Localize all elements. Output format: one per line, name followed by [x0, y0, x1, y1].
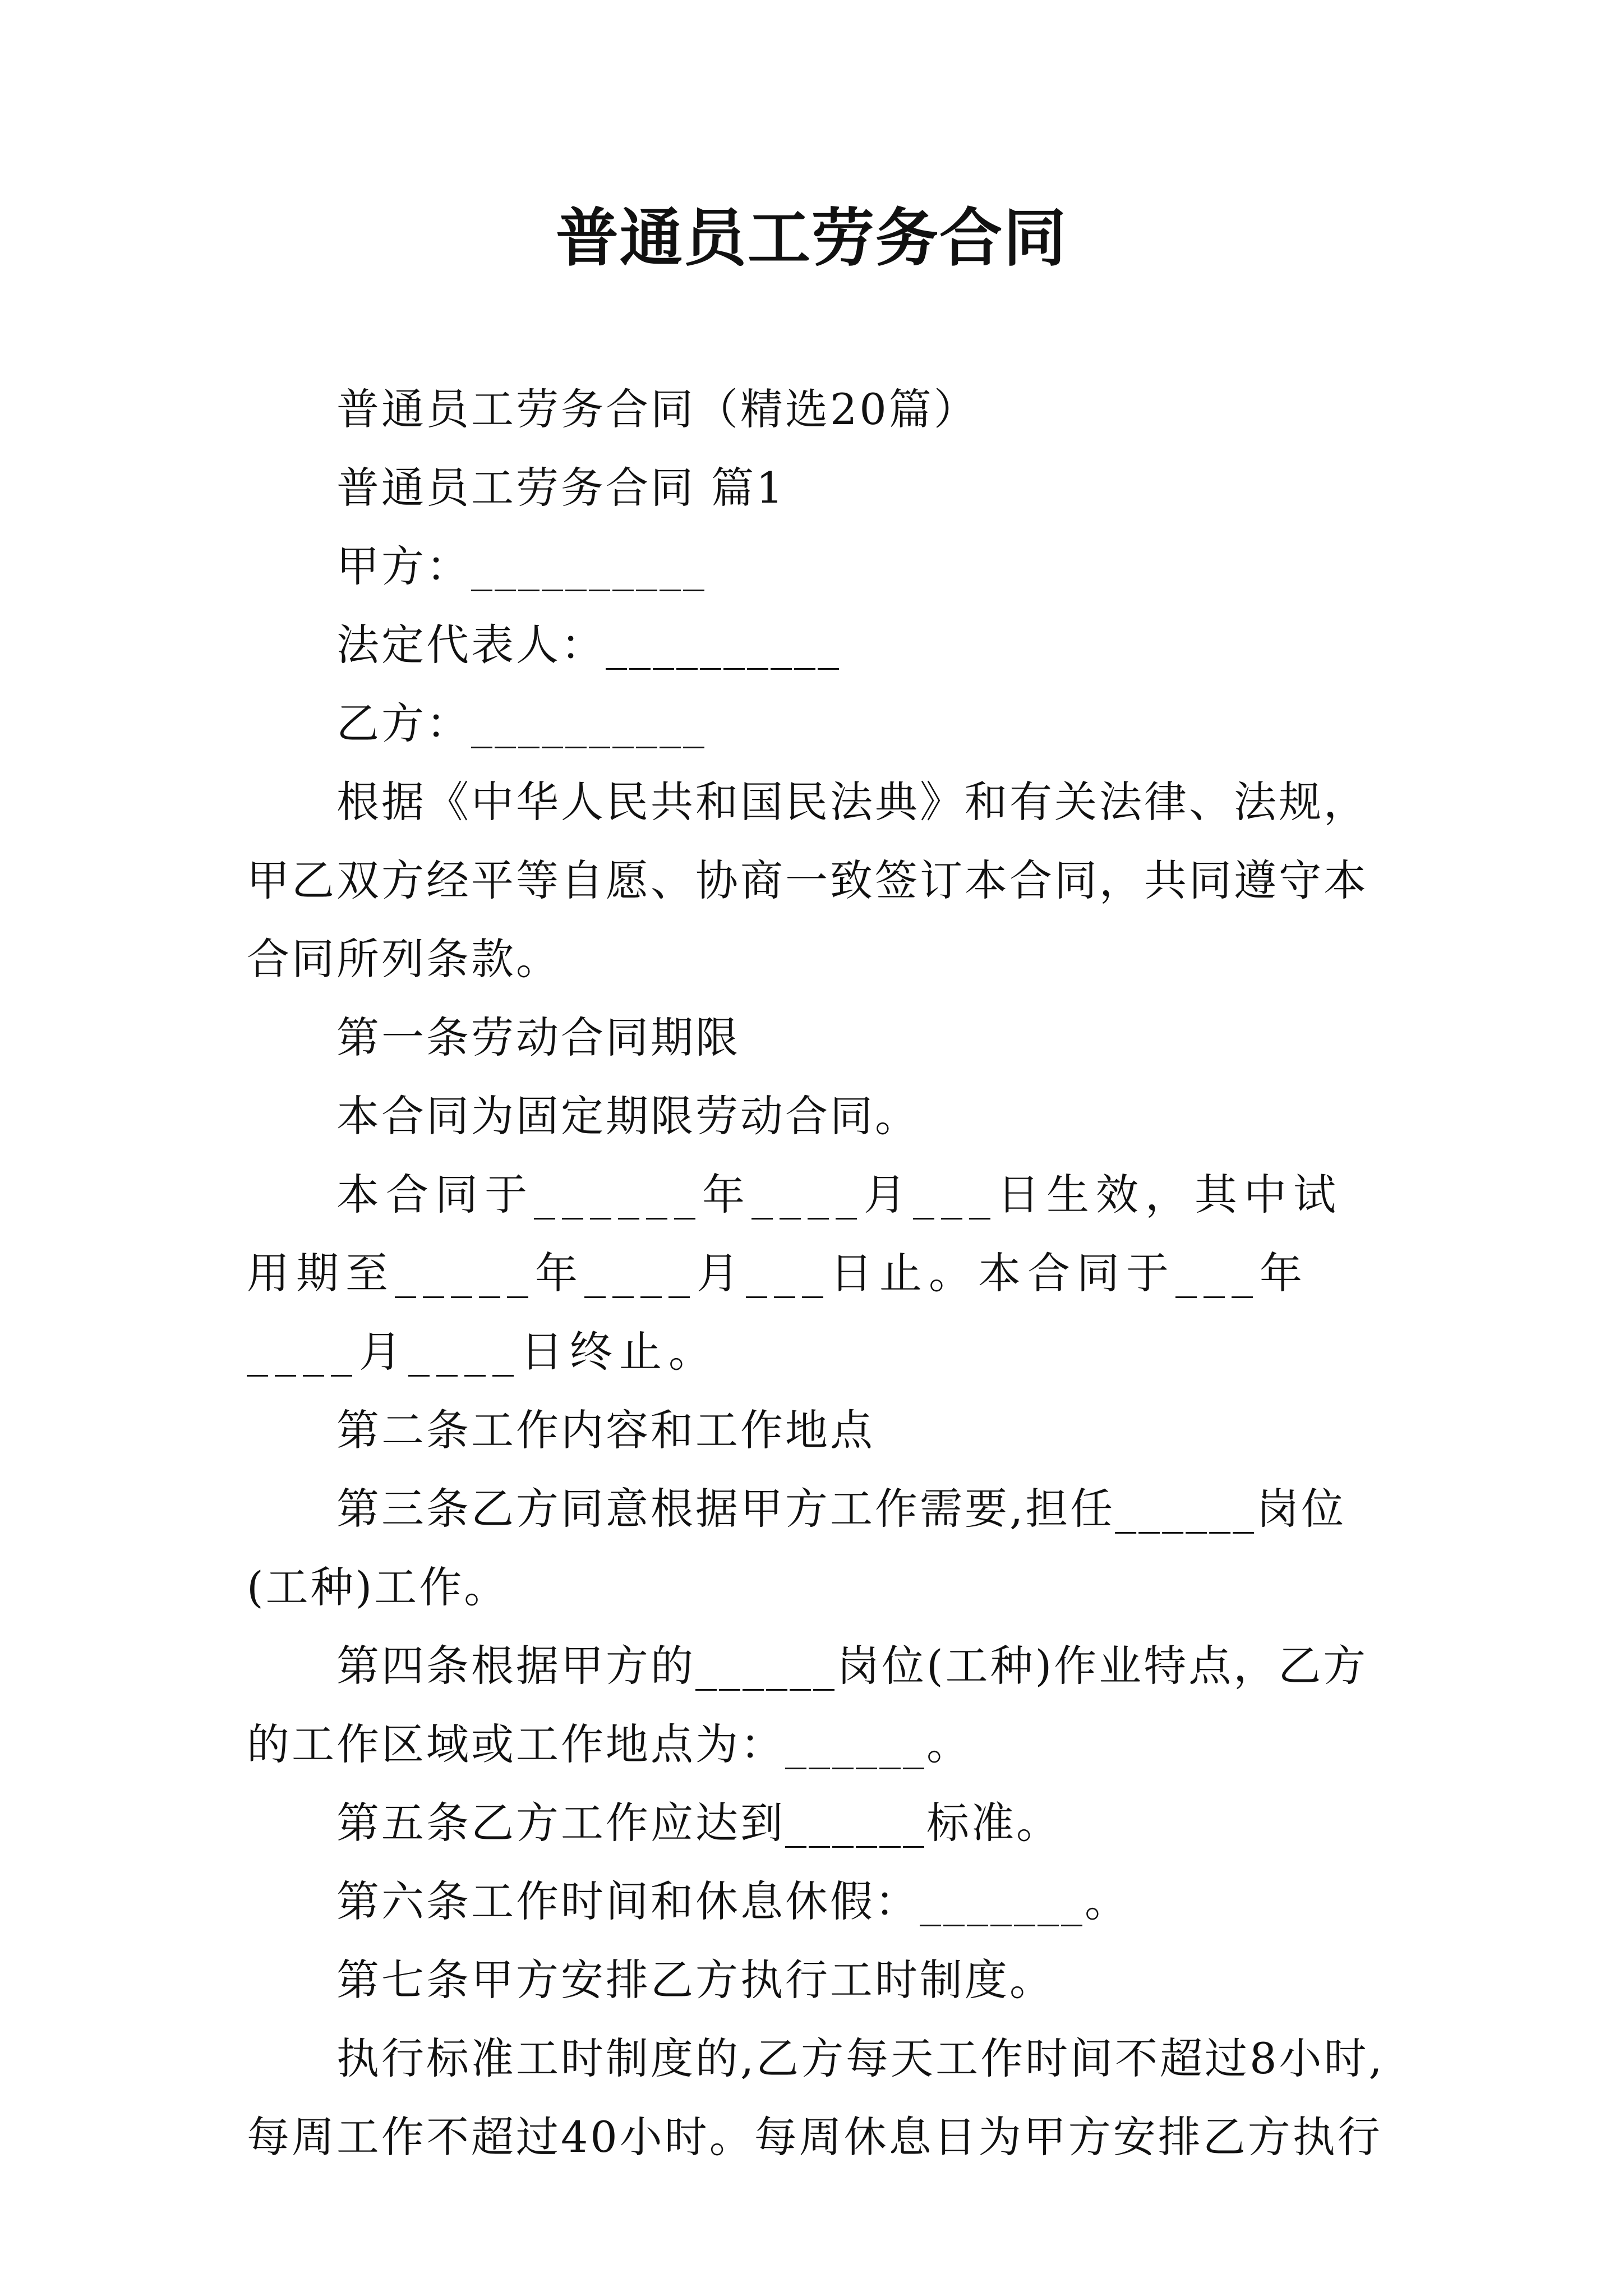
document-body	[247, 370, 1391, 2177]
paragraph-contract-type: 本合同为固定期限劳动合同。	[336, 1091, 920, 1141]
paragraph-article-1: 第一条劳动合同期限	[336, 1013, 740, 1062]
paragraph-contract-dates: 本合同于______年____月___日生效，其中试用期至_____年____月___日止。本合同于___年____月____日终止。	[247, 1170, 1343, 1377]
paragraph-article-5: 第五条乙方工作应达到______标准。	[336, 1798, 1061, 1848]
paragraph-party-a: 甲方：__________	[336, 541, 707, 591]
document-title: 普通员工劳务合同	[556, 201, 1067, 275]
paragraph-section-heading: 普通员工劳务合同 篇1	[336, 463, 786, 513]
paragraph-article-3: 第三条乙方同意根据甲方工作需要,担任______岗位(工种)工作。	[247, 1484, 1347, 1612]
paragraph-legal-representative: 法定代表人：__________	[336, 620, 841, 670]
paragraph-preamble: 根据《中华人民共和国民法典》和有关法律、法规，甲乙双方经平等自愿、协商一致签订本合同，共同遵守本合同所列条款。	[247, 777, 1368, 984]
paragraph-working-hours: 执行标准工时制度的,乙方每天工作时间不超过8小时,每周工作不超过40小时。每周休息日为甲方安排乙方执行	[247, 2033, 1385, 2162]
paragraph-article-7: 第七条甲方安排乙方执行工时制度。	[336, 1955, 1054, 2005]
paragraph-article-6: 第六条工作时间和休息休假：_______。	[336, 1876, 1129, 1926]
paragraph-subtitle: 普通员工劳务合同（精选20篇）	[336, 384, 979, 434]
paragraph-article-2: 第二条工作内容和工作地点	[336, 1405, 875, 1455]
paragraph-party-b: 乙方：__________	[336, 698, 707, 748]
paragraph-article-4: 第四条根据甲方的______岗位(工种)作业特点，乙方的工作区域或工作地点为：______。	[247, 1641, 1368, 1769]
